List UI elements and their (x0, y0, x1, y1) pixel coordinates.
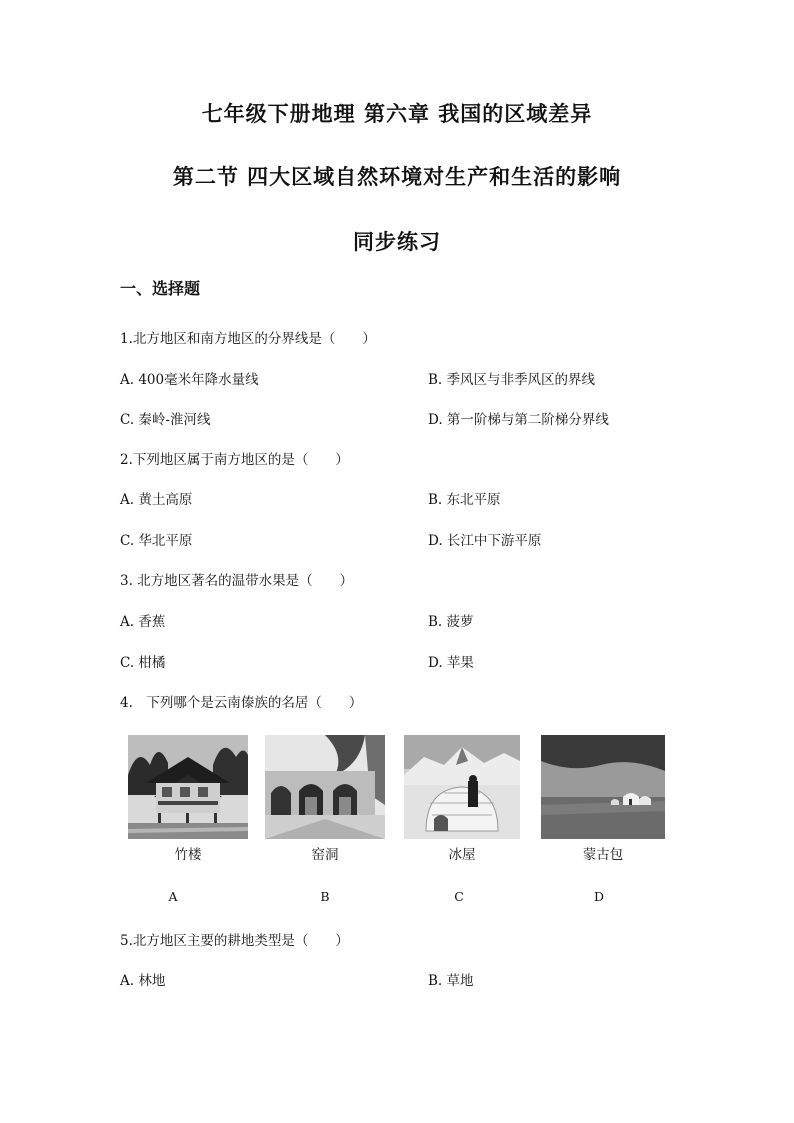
question-1-option-b[interactable]: B. 季风区与非季风区的界线 (428, 372, 596, 388)
question-2-option-c[interactable]: C. 华北平原 (120, 533, 193, 549)
question-1-stem: 1.北方地区和南方地区的分界线是（ ） (120, 331, 376, 347)
question-4-option-a[interactable]: A (168, 889, 178, 904)
section-heading: 一、选择题 (120, 279, 201, 298)
question-5-option-b[interactable]: B. 草地 (428, 973, 474, 989)
doc-title-line1: 七年级下册地理 第六章 我国的区域差异 (201, 101, 593, 126)
bamboo-house-photo[interactable] (128, 735, 248, 839)
question-3-stem: 3. 北方地区著名的温带水果是（ ） (120, 573, 354, 589)
doc-title-line3: 同步练习 (353, 229, 441, 254)
question-1-option-d[interactable]: D. 第一阶梯与第二阶梯分界线 (428, 412, 609, 428)
question-3-option-b[interactable]: B. 菠萝 (428, 614, 474, 630)
question-2-stem: 2.下列地区属于南方地区的是（ ） (120, 452, 349, 468)
cave-dwelling-image (265, 735, 385, 839)
question-3-option-d[interactable]: D. 苹果 (428, 655, 474, 671)
caption-cave-dwelling: 窑洞 (311, 847, 339, 863)
question-1-option-c[interactable]: C. 秦岭-淮河线 (120, 412, 211, 428)
question-4-option-d[interactable]: D (593, 889, 605, 904)
question-3-option-a[interactable]: A. 香蕉 (120, 614, 166, 630)
igloo-photo[interactable] (404, 735, 520, 839)
bamboo-house-image (128, 735, 248, 839)
cave-dwelling-photo[interactable] (265, 735, 385, 839)
igloo-image (404, 735, 520, 839)
question-2-option-b[interactable]: B. 东北平原 (428, 492, 501, 508)
question-4-option-c[interactable]: C (454, 889, 464, 904)
question-4-option-b[interactable]: B (320, 889, 330, 904)
question-3-option-c[interactable]: C. 柑橘 (120, 655, 166, 671)
caption-bamboo-house: 竹楼 (174, 847, 202, 863)
caption-igloo: 冰屋 (448, 847, 476, 863)
question-5-option-a[interactable]: A. 林地 (120, 973, 166, 989)
caption-yurt: 蒙古包 (582, 847, 624, 863)
question-2-option-d[interactable]: D. 长江中下游平原 (428, 533, 542, 549)
question-2-option-a[interactable]: A. 黄土高原 (120, 492, 193, 508)
yurt-photo[interactable] (541, 735, 665, 839)
question-4-stem: 4. 下列哪个是云南傣族的名居（ ） (120, 695, 363, 711)
yurt-image (541, 735, 665, 839)
question-5-stem: 5.北方地区主要的耕地类型是（ ） (120, 933, 349, 949)
question-1-option-a[interactable]: A. 400毫米年降水量线 (120, 372, 259, 388)
doc-title-line2: 第二节 四大区域自然环境对生产和生活的影响 (172, 164, 622, 189)
